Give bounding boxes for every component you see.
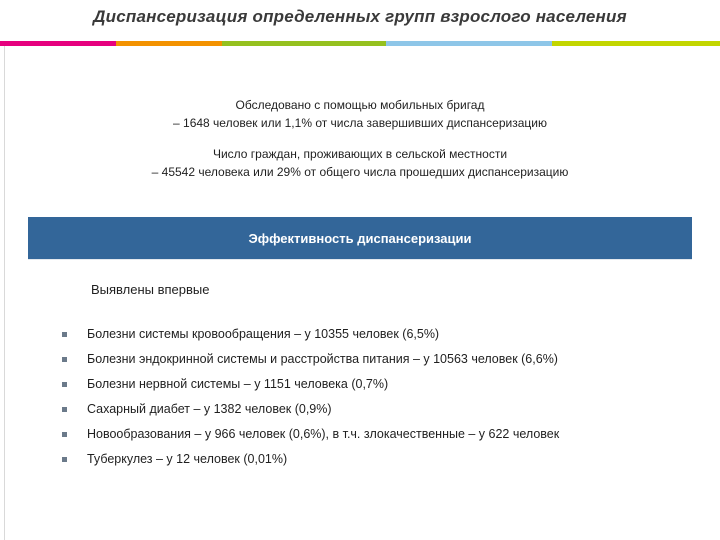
effectiveness-banner [28, 217, 692, 259]
stat-line: – 1648 человек или 1,1% от числа завершивших диспансеризацию [173, 116, 547, 130]
list-item [62, 452, 702, 477]
strip-segment-green [222, 41, 386, 46]
list-item [62, 427, 702, 452]
bullet-icon [62, 432, 67, 437]
strip-segment-magenta [0, 41, 116, 46]
list-item-text: Сахарный диабет – у 1382 человек (0,9%) [87, 402, 332, 416]
list-item-text: Болезни нервной системы – у 1151 человека (0,7%) [87, 377, 389, 391]
list-item [62, 352, 702, 377]
banner-label: Эффективность диспансеризации [248, 230, 472, 246]
list-item-text: Болезни эндокринной системы и расстройства питания – у 10563 человек (6,6%) [87, 352, 558, 366]
bullet-icon [62, 332, 67, 337]
stat-line: Число граждан, проживающих в сельской местности [212, 147, 508, 161]
list-item [62, 327, 702, 352]
color-strip [0, 41, 720, 46]
strip-segment-orange [116, 41, 222, 46]
findings-list [62, 327, 702, 477]
banner-underline [28, 259, 692, 260]
bullet-icon [62, 407, 67, 412]
bullet-icon [62, 382, 67, 387]
strip-segment-lime [552, 41, 720, 46]
stat-rural-residents [0, 145, 720, 181]
page-title: Диспансеризация определенных групп взрослого населения [93, 7, 627, 26]
bullet-icon [62, 457, 67, 462]
list-item [62, 402, 702, 427]
stat-mobile-brigades [0, 96, 720, 132]
list-item-text: Болезни системы кровообращения – у 10355 человек (6,5%) [87, 327, 440, 341]
findings-title: Выявлены впервые [91, 282, 210, 297]
stat-line: – 45542 человека или 29% от общего числа прошедших диспансеризацию [151, 165, 569, 179]
strip-segment-lightblue [386, 41, 552, 46]
list-item-text: Новообразования – у 966 человек (0,6%), в т.ч. злокачественные – у 622 человек [87, 427, 560, 441]
stat-line: Обследовано с помощью мобильных бригад [235, 98, 485, 112]
bullet-icon [62, 357, 67, 362]
list-item-text: Туберкулез – у 12 человек (0,01%) [87, 452, 288, 466]
list-item [62, 377, 702, 402]
